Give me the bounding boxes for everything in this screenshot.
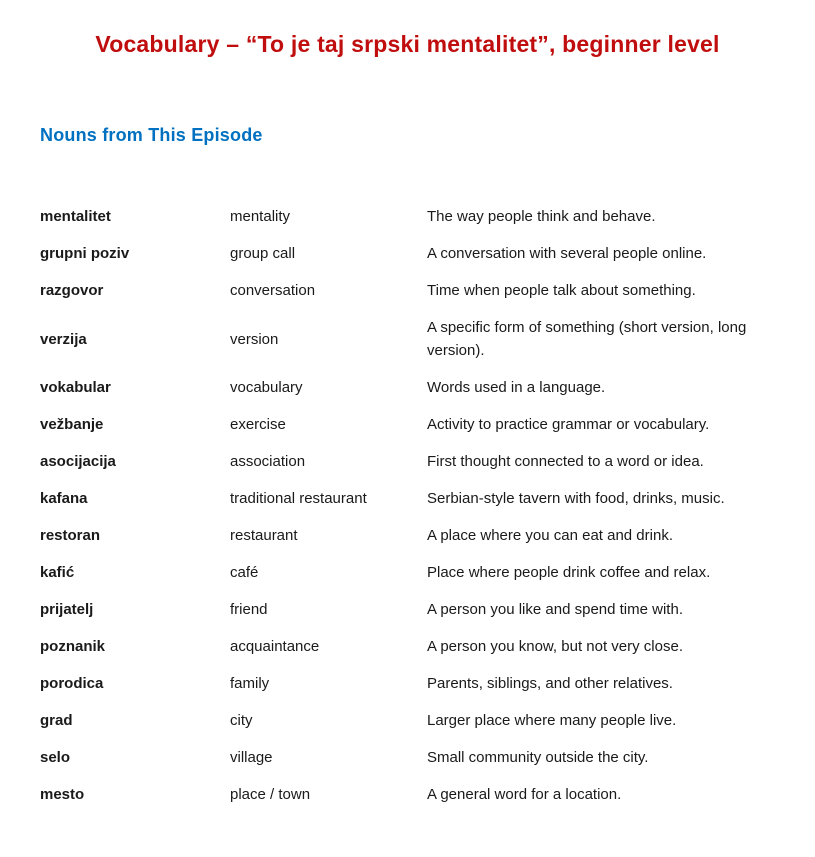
english-translation: restaurant <box>230 527 298 544</box>
vocab-row <box>40 309 767 369</box>
english-translation: version <box>230 330 279 348</box>
english-translation: conversation <box>230 282 316 299</box>
definition-text: A general word for a location. <box>427 786 622 803</box>
vocab-row <box>40 406 767 443</box>
serbian-word: restoran <box>40 527 101 544</box>
vocab-row <box>40 739 767 776</box>
english-translation: vocabulary <box>230 379 303 396</box>
vocab-row <box>40 702 767 739</box>
vocab-row <box>40 272 767 309</box>
serbian-word: poznanik <box>40 638 106 655</box>
vocabulary-table <box>40 198 767 813</box>
vocab-row <box>40 480 767 517</box>
serbian-word: verzija <box>40 330 87 348</box>
english-translation: association <box>230 453 306 470</box>
vocab-row <box>40 517 767 554</box>
serbian-word: mentalitet <box>40 208 111 225</box>
english-translation: mentality <box>230 208 291 225</box>
english-translation: place / town <box>230 786 311 803</box>
definition-text: Words used in a language. <box>427 379 606 396</box>
serbian-word: grupni poziv <box>40 245 130 262</box>
serbian-word: asocijacija <box>40 453 116 470</box>
definition-text: A person you know, but not very close. <box>427 638 683 655</box>
definition-text: Larger place where many people live. <box>427 712 677 729</box>
english-translation: village <box>230 749 273 766</box>
serbian-word: selo <box>40 749 71 766</box>
definition-text: Activity to practice grammar or vocabulary. <box>427 416 710 433</box>
vocab-row <box>40 628 767 665</box>
serbian-word: mesto <box>40 786 85 803</box>
serbian-word: porodica <box>40 675 104 692</box>
vocab-row <box>40 235 767 272</box>
serbian-word: kafić <box>40 564 75 581</box>
english-translation: acquaintance <box>230 638 320 655</box>
definition-text: A specific form of something (short version, long version). <box>427 319 747 359</box>
vocab-row <box>40 369 767 406</box>
definition-text: The way people think and behave. <box>427 208 656 225</box>
definition-text: Time when people talk about something. <box>427 282 696 299</box>
definition-text: A place where you can eat and drink. <box>427 527 673 544</box>
english-translation: city <box>230 712 253 729</box>
serbian-word: kafana <box>40 490 88 507</box>
serbian-word: razgovor <box>40 282 104 299</box>
definition-text: A person you like and spend time with. <box>427 601 683 618</box>
english-translation: group call <box>230 245 296 262</box>
serbian-word: vežbanje <box>40 416 104 433</box>
serbian-word: grad <box>40 712 73 729</box>
vocab-row <box>40 443 767 480</box>
vocab-row <box>40 198 767 235</box>
definition-text: First thought connected to a word or idea. <box>427 453 704 470</box>
serbian-word: vokabular <box>40 379 111 396</box>
section-heading: Nouns from This Episode <box>40 125 263 145</box>
english-translation: exercise <box>230 416 286 433</box>
vocab-row <box>40 776 767 813</box>
definition-text: Small community outside the city. <box>427 749 649 766</box>
english-translation: friend <box>230 601 268 618</box>
page-title: Vocabulary – “To je taj srpski mentalitet”, beginner level <box>95 31 720 57</box>
definition-text: Serbian-style tavern with food, drinks, music. <box>427 490 725 507</box>
definition-text: A conversation with several people online. <box>427 245 707 262</box>
definition-text: Place where people drink coffee and relax. <box>427 564 711 581</box>
english-translation: family <box>230 675 270 692</box>
definition-text: Parents, siblings, and other relatives. <box>427 675 673 692</box>
english-translation: traditional restaurant <box>230 490 367 507</box>
vocab-row <box>40 554 767 591</box>
english-translation: café <box>230 564 259 581</box>
vocab-row <box>40 665 767 702</box>
serbian-word: prijatelj <box>40 601 94 618</box>
vocabulary-table-body <box>40 198 767 813</box>
vocab-row <box>40 591 767 628</box>
